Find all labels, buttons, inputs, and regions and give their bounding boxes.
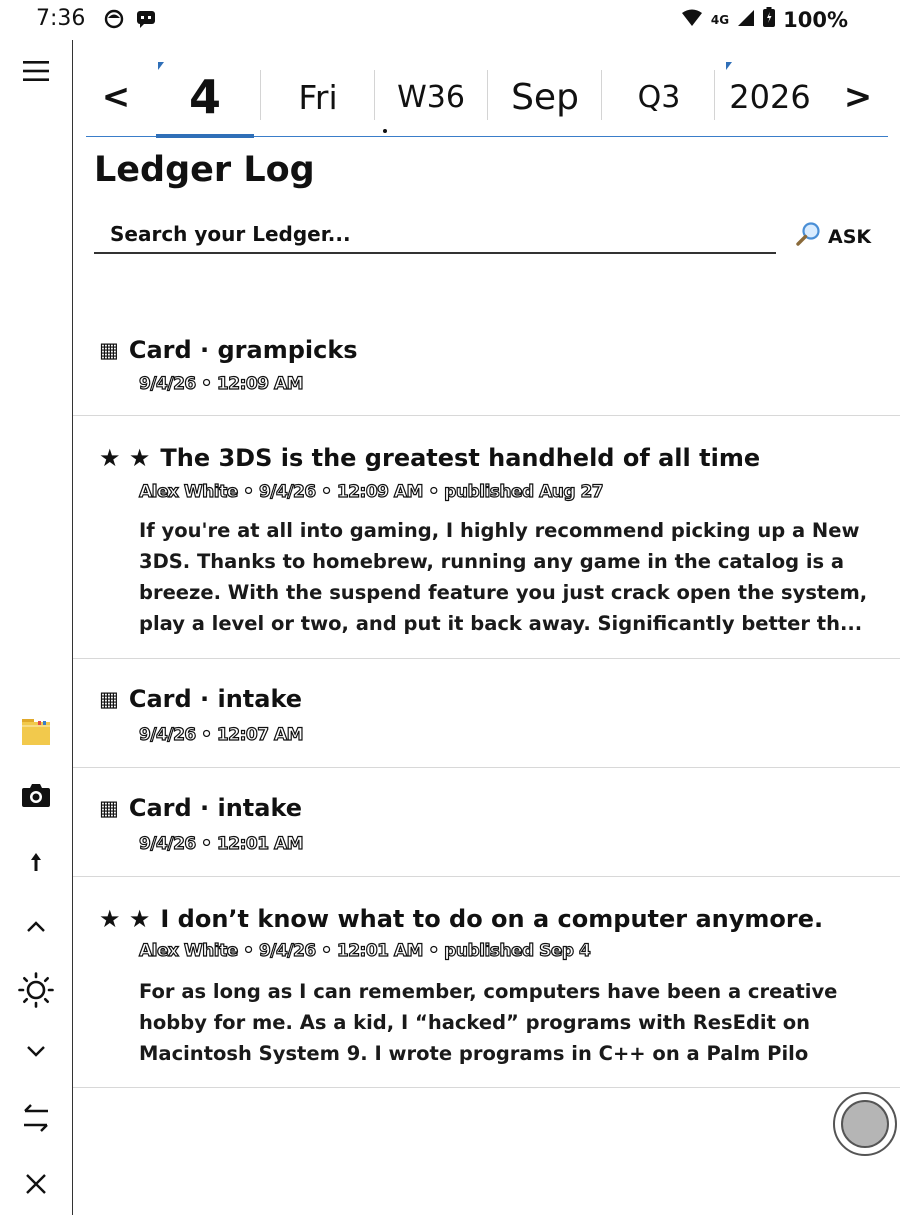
quarter-selector[interactable]: Q3 (637, 79, 681, 115)
search-input[interactable] (94, 220, 776, 248)
folder-icon[interactable] (0, 712, 72, 752)
entry-meta: 9/4/26 • 12:01 AM (139, 834, 304, 854)
ask-label: ASK (828, 225, 872, 248)
status-bar (0, 0, 900, 40)
entry-title: The 3DS is the greatest handheld of all time (160, 444, 761, 472)
excerpt-line: Macintosh System 9. I wrote programs in C++ on a Palm Pilo (139, 1042, 809, 1065)
prev-date-button[interactable]: < (101, 77, 131, 117)
next-date-button[interactable]: > (843, 77, 873, 117)
wifi-icon (681, 8, 703, 32)
status-time: 7:36 (36, 6, 86, 31)
message-notification-icon (136, 9, 156, 29)
excerpt-line: play a level or two, and put it back away. Significantly better th... (139, 612, 863, 635)
upload-arrow-icon[interactable] (0, 848, 72, 876)
page-title: Ledger Log (94, 150, 315, 190)
entry-meta: Alex White • 9/4/26 • 12:09 AM • published Aug 27 (139, 482, 604, 502)
separator (487, 70, 488, 120)
sidebar (0, 40, 73, 1215)
chevron-up-icon[interactable] (0, 912, 72, 940)
grid-icon: ▦ (99, 338, 119, 362)
entry-title: I don’t know what to do on a computer anymore. (160, 905, 824, 933)
excerpt-line: If you're at all into gaming, I highly recommend picking up a New (139, 519, 860, 542)
grid-icon: ▦ (99, 687, 119, 711)
battery-icon (763, 7, 775, 32)
list-item[interactable] (73, 877, 900, 1088)
star-icon: ★ ★ (99, 444, 151, 472)
battery-percent: 100% (783, 7, 848, 32)
entry-title: Card · intake (128, 685, 303, 713)
close-icon[interactable] (0, 1168, 72, 1200)
day-selector[interactable]: 4 (188, 70, 221, 124)
entry-excerpt (139, 515, 879, 639)
brightness-icon[interactable] (0, 970, 72, 1010)
search-bar (94, 220, 776, 254)
grid-icon: ▦ (99, 796, 119, 820)
month-selector[interactable]: Sep (511, 76, 579, 118)
list-item[interactable] (73, 659, 900, 768)
list-item[interactable] (73, 318, 900, 416)
date-navigator (86, 58, 888, 137)
entry-meta: 9/4/26 • 12:07 AM (139, 725, 304, 745)
weekday-selector[interactable]: Fri (298, 77, 338, 117)
face-notification-icon (104, 9, 124, 29)
entry-excerpt (139, 976, 879, 1069)
separator (260, 70, 261, 120)
excerpt-line: breeze. With the suspend feature you just crack open the system, (139, 581, 868, 604)
ask-button[interactable] (796, 221, 871, 252)
excerpt-line: 3DS. Thanks to homebrew, running any game in the catalog is a (139, 550, 845, 573)
active-tab-indicator (156, 134, 254, 138)
chevron-down-icon[interactable] (0, 1038, 72, 1066)
menu-icon[interactable] (0, 54, 72, 88)
record-button-inner (841, 1100, 889, 1148)
signal-icon (737, 8, 755, 32)
separator (374, 70, 375, 120)
entry-title: Card · intake (128, 794, 303, 822)
year-selector[interactable]: 2026 (729, 78, 811, 116)
star-icon: ★ ★ (99, 905, 151, 933)
floating-record-button[interactable] (833, 1092, 897, 1156)
list-item[interactable] (73, 416, 900, 659)
separator (601, 70, 602, 120)
magnifier-icon (796, 221, 822, 252)
swap-arrows-icon[interactable] (0, 1100, 72, 1136)
entry-meta: Alex White • 9/4/26 • 12:01 AM • published Sep 4 (139, 941, 591, 961)
excerpt-line: For as long as I can remember, computers have been a creative (139, 980, 838, 1003)
list-item[interactable] (73, 768, 900, 877)
separator (714, 70, 715, 120)
excerpt-line: hobby for me. As a kid, I “hacked” programs with ResEdit on (139, 1011, 810, 1034)
entry-title: Card · grampicks (128, 336, 358, 364)
week-selector[interactable]: W36 (397, 79, 465, 115)
entry-meta: 9/4/26 • 12:09 AM (139, 374, 304, 394)
week-marker-dot (383, 129, 387, 133)
camera-icon[interactable] (0, 777, 72, 813)
network-type: 4G (710, 12, 730, 27)
